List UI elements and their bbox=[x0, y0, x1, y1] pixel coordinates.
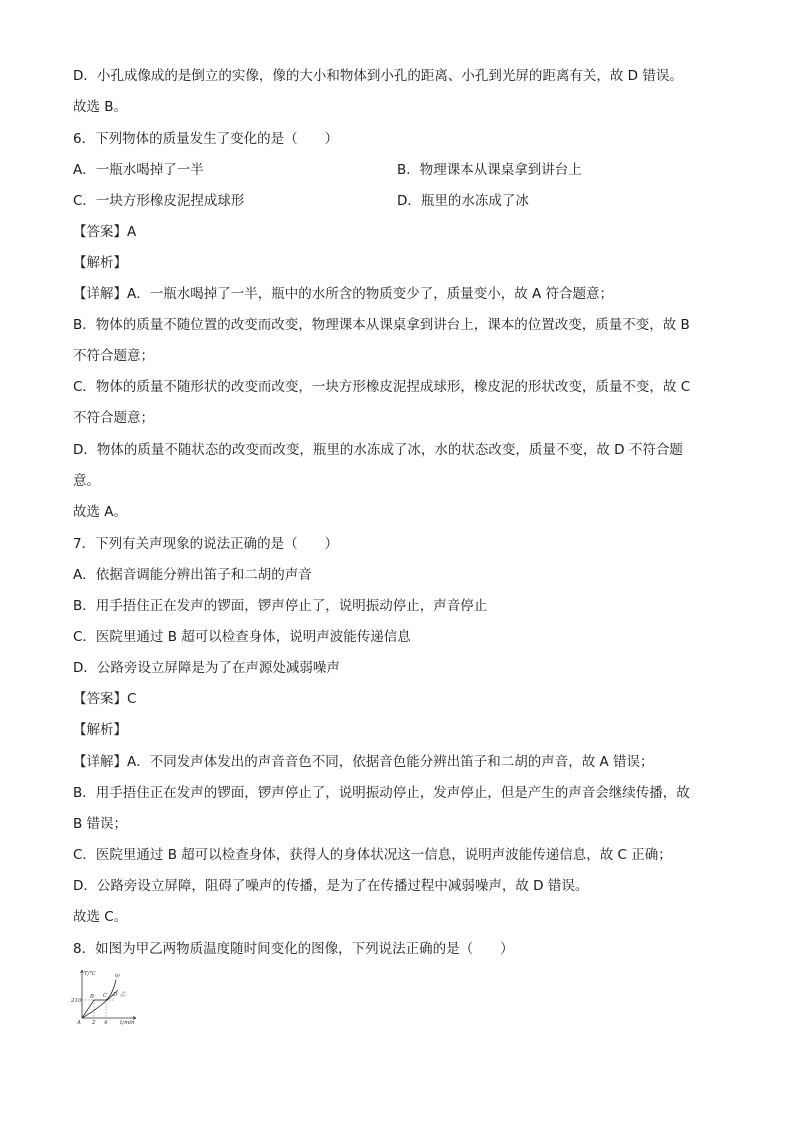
q6-detail: 【详解】A．一瓶水喝掉了一半，瓶中的水所含的物质变少了，质量变小，故 A 符合题意； bbox=[73, 286, 614, 302]
y-axis-label: T/℃ bbox=[84, 971, 96, 977]
q7-option-a: A．依据音调能分辨出笛子和二胡的声音 bbox=[73, 567, 312, 583]
point-c-label: C bbox=[103, 993, 108, 999]
q7-detail: C．医院里通过 B 超可以检查身体，获得人的身体状况这一信息，说明声波能传递信息，故 C 正确； bbox=[73, 847, 672, 863]
question-8-stem: 8．如图为甲乙两物质温度随时间变化的图像，下列说法正确的是（ ） bbox=[73, 941, 514, 957]
q7-detail: 【详解】A．不同发声体发出的声音音色不同，依据音色能分辨出笛子和二胡的声音，故 A 错误； bbox=[73, 754, 654, 770]
text-line: D．小孔成像成的是倒立的实像，像的大小和物体到小孔的距离、小孔到光屏的距离有关，故 D 错误。 bbox=[73, 68, 683, 84]
q6-option-a: A．一瓶水喝掉了一半 bbox=[73, 162, 204, 178]
q6-option-c: C．一块方形橡皮泥捏成球形 bbox=[73, 193, 245, 209]
x-axis-label: t/min bbox=[120, 1020, 135, 1026]
q6-option-d: D．瓶里的水冻成了冰 bbox=[397, 193, 529, 209]
q7-detail: D．公路旁设立屏障，阻碍了噪声的传播，是为了在传播过程中减弱噪声，故 D 错误。 bbox=[73, 878, 589, 894]
point-d-label: D bbox=[113, 992, 118, 998]
series-jia-label: 甲 bbox=[114, 974, 120, 980]
q6-detail: 不符合题意； bbox=[73, 348, 154, 364]
q6-detail: D．物体的质量不随状态的改变而改变，瓶里的水冻成了冰，水的状态改变，质量不变，故 D 不符合题 bbox=[73, 442, 683, 458]
q6-option-b: B．物理课本从课桌拿到讲台上 bbox=[397, 162, 582, 178]
q7-analysis-label: 【解析】 bbox=[73, 722, 127, 738]
x-tick-label: 4 bbox=[104, 1020, 108, 1026]
q6-selection: 故选 A。 bbox=[73, 504, 128, 520]
point-b-label: B bbox=[90, 994, 95, 1000]
q7-option-b: B．用手捂住正在发声的锣面，锣声停止了，说明振动停止，声音停止 bbox=[73, 598, 488, 614]
q6-detail: C．物体的质量不随形状的改变而改变，一块方形橡皮泥捏成球形，橡皮泥的形状改变，质量不变，故 C bbox=[73, 379, 691, 395]
q7-answer: 【答案】C bbox=[73, 691, 137, 707]
series-yi-label: 乙 bbox=[120, 992, 126, 998]
origin-label: A bbox=[77, 1020, 81, 1026]
temperature-time-graph bbox=[70, 966, 142, 1026]
question-7-stem: 7．下列有关声现象的说法正确的是（ ） bbox=[73, 536, 339, 552]
q7-option-d: D．公路旁设立屏障是为了在声源处减弱噪声 bbox=[73, 660, 340, 676]
q7-detail: B 错误； bbox=[73, 816, 128, 832]
q6-detail: 不符合题意； bbox=[73, 410, 154, 426]
y-tick-label: 210 bbox=[71, 998, 82, 1004]
x-tick-label: 2 bbox=[92, 1020, 96, 1026]
q7-option-c: C．医院里通过 B 超可以检查身体，说明声波能传递信息 bbox=[73, 629, 411, 645]
series-jia-line bbox=[82, 980, 116, 1018]
text-line: 故选 B。 bbox=[73, 99, 128, 115]
q6-detail: B．物体的质量不随位置的改变而改变，物理课本从课桌拿到讲台上，课本的位置改变，质量不变，故 B bbox=[73, 317, 690, 333]
q7-detail: B．用手捂住正在发声的锣面，锣声停止了，说明振动停止，发声停止，但是产生的声音会继续传播，故 bbox=[73, 785, 690, 801]
q7-selection: 故选 C。 bbox=[73, 909, 128, 925]
question-6-stem: 6．下列物体的质量发生了变化的是（ ） bbox=[73, 131, 339, 147]
q6-detail: 意。 bbox=[73, 473, 100, 489]
q6-answer: 【答案】A bbox=[73, 224, 137, 240]
q6-analysis-label: 【解析】 bbox=[73, 255, 127, 271]
